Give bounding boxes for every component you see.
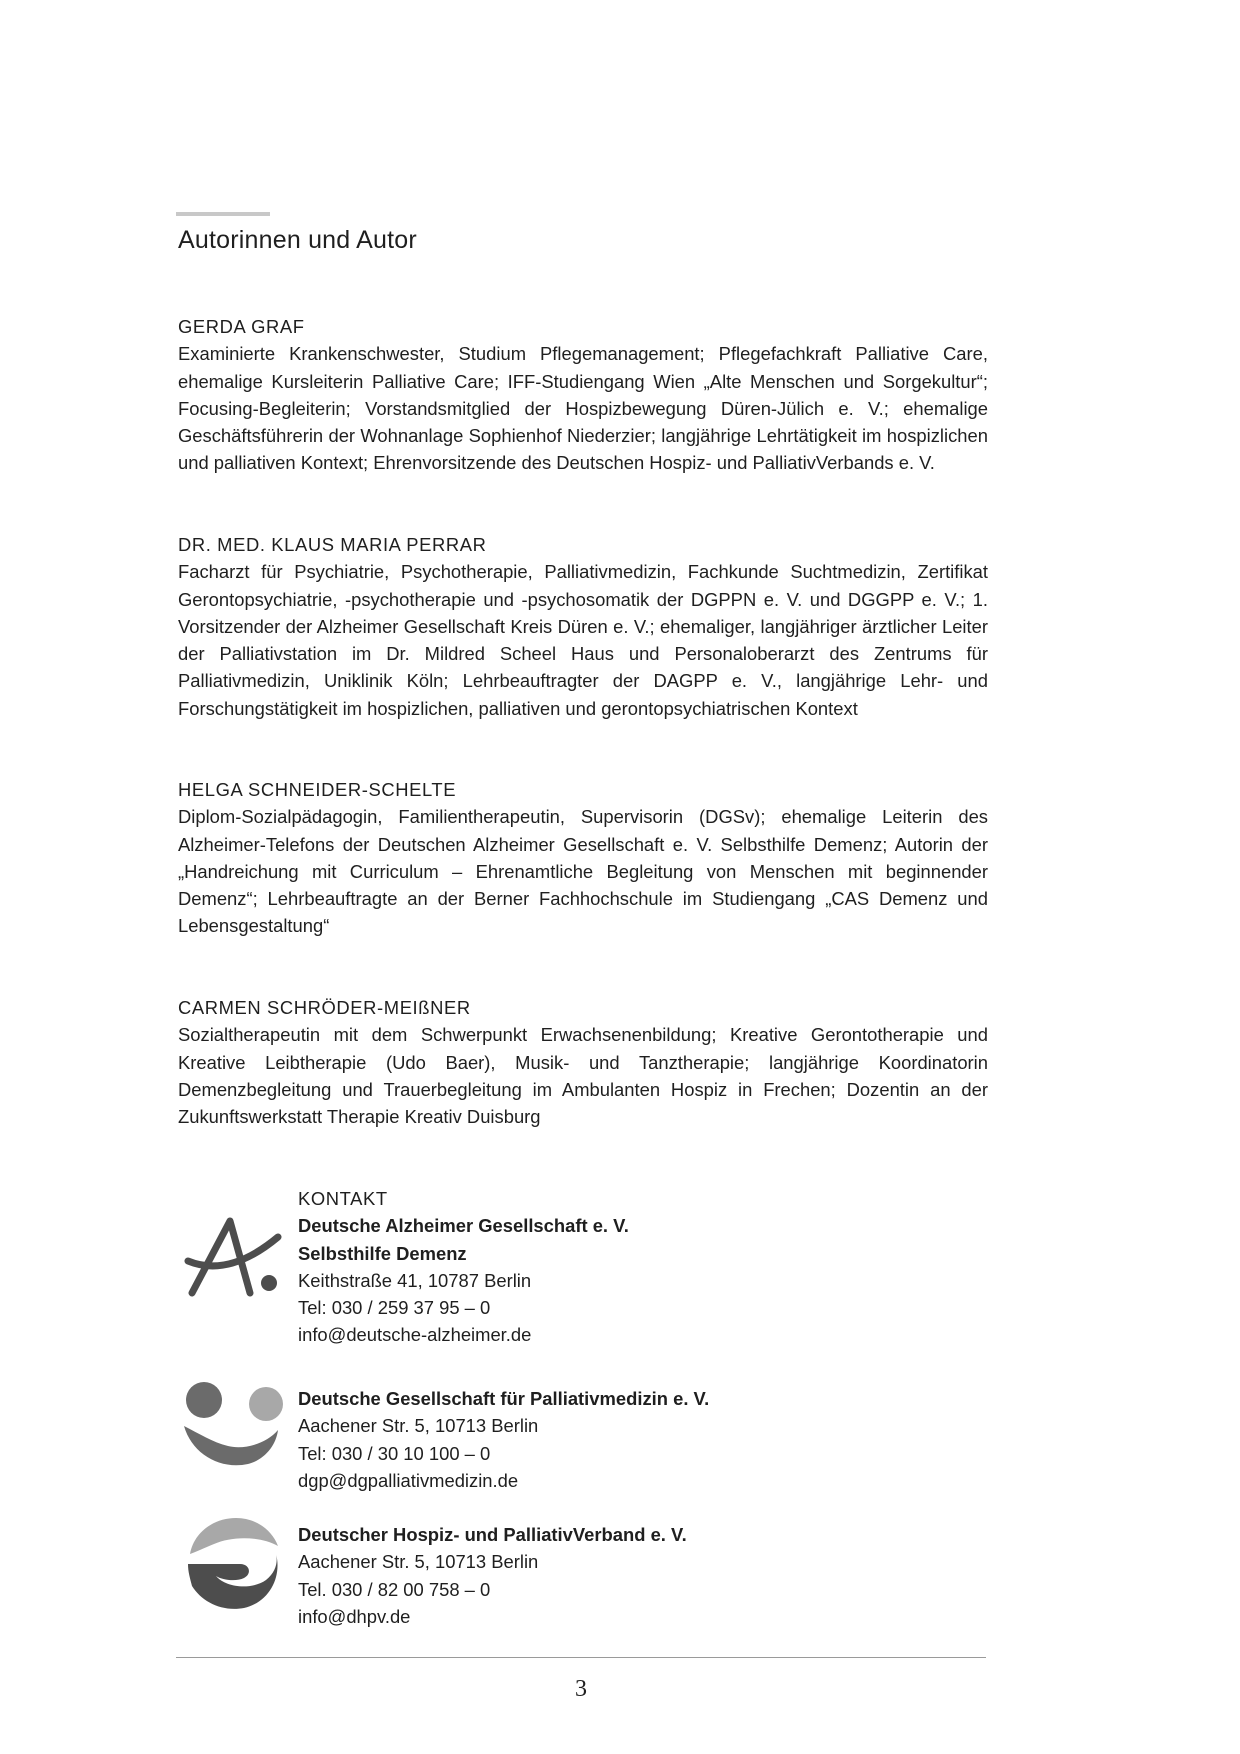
organization-name: Deutscher Hospiz- und PalliativVerband e. V.	[298, 1524, 687, 1545]
author-entry	[178, 776, 988, 940]
top-accent-rule	[176, 212, 270, 216]
alzheimer-society-logo-icon	[184, 1217, 284, 1297]
organization-email[interactable]: info@deutsche-alzheimer.de	[298, 1324, 532, 1346]
contact-entry-alzheimer	[298, 1185, 629, 1349]
author-name: DR. MED. KLAUS MARIA PERRAR	[178, 534, 487, 555]
page-number: 3	[575, 1676, 587, 1702]
section-title: Autorinnen und Autor	[178, 226, 417, 254]
author-name: CARMEN SCHRÖDER-MEIßNER	[178, 997, 471, 1018]
organization-subtitle: Selbsthilfe Demenz	[298, 1242, 467, 1264]
organization-phone: Tel: 030 / 259 37 95 – 0	[298, 1297, 491, 1319]
author-bio: Facharzt für Psychiatrie, Psychotherapie, Palliativmedizin, Fachkunde Suchtmedizin, Zertifikat Gerontopsychiatrie, -psychotherapie und -psychosomatik der DGPPN e. V. und DGGPP e. V.; 1. Vorsitzender der Alzheimer Gesellschaft Kreis Düren e. V.; ehemaliger, langjähriger ärztlicher Leiter der Palliativstation im Dr. Mildred Scheel Haus und Personaloberarzt des Zentrums für Palliativmedizin, Uniklinik Köln; Lehrbeauftragter der DAGPP e. V., langjährige Lehr- und Forschungstätigkeit im hospizlichen, palliativen und gerontopsychiatrischen Kontext	[178, 561, 988, 719]
author-name: HELGA SCHNEIDER-SCHELTE	[178, 779, 457, 800]
footer-rule	[176, 1657, 986, 1658]
author-bio: Examinierte Krankenschwester, Studium Pflegemanagement; Pflegefachkraft Palliative Care, ehemalige Kursleiterin Palliative Care; IFF-Studiengang Wien „Alte Menschen und Sorgekultur“; Focusing-Begleiterin; Vorstandsmitglied der Hospizbewegung Düren-Jülich e. V.; ehemalige Geschäftsführerin der Wohnanlage Sophienhof Niederzier; langjährige Lehrtätigkeit im hospizlichen und palliativen Kontext; Ehrenvorsitzende des Deutschen Hospiz- und PalliativVerbands e. V.	[178, 343, 988, 474]
organization-phone: Tel. 030 / 82 00 758 – 0	[298, 1578, 491, 1600]
organization-name: Deutsche Gesellschaft für Palliativmedizin e. V.	[298, 1388, 710, 1409]
contact-entry-palliativmedizin	[298, 1385, 709, 1494]
contact-label: KONTAKT	[298, 1188, 388, 1209]
author-entry	[178, 994, 988, 1130]
organization-email[interactable]: dgp@dgpalliativmedizin.de	[298, 1469, 519, 1491]
organization-address: Aachener Str. 5, 10713 Berlin	[298, 1415, 539, 1437]
author-entry	[178, 531, 988, 722]
organization-name: Deutsche Alzheimer Gesellschaft e. V.	[298, 1215, 629, 1237]
organization-address: Keithstraße 41, 10787 Berlin	[298, 1269, 532, 1291]
author-name: GERDA GRAF	[178, 316, 305, 337]
contact-entry-hospiz	[298, 1521, 687, 1630]
hospice-association-logo-icon	[186, 1516, 282, 1612]
organization-phone: Tel: 030 / 30 10 100 – 0	[298, 1442, 491, 1464]
author-bio: Sozialtherapeutin mit dem Schwerpunkt Erwachsenenbildung; Kreative Gerontotherapie und Kreative Leibtherapie (Udo Baer), Musik- und Tanztherapie; langjährige Koordinatorin Demenzbegleitung und Trauerbegleitung im Ambulanten Hospiz in Frechen; Dozentin an der Zukunftswerkstatt Therapie Kreativ Duisburg	[178, 1024, 988, 1128]
organization-email[interactable]: info@dhpv.de	[298, 1605, 411, 1627]
organization-address: Aachener Str. 5, 10713 Berlin	[298, 1551, 539, 1573]
author-entry	[178, 313, 988, 477]
palliative-medicine-society-logo-icon	[182, 1380, 286, 1470]
author-bio: Diplom-Sozialpädagogin, Familientherapeutin, Supervisorin (DGSv); ehemalige Leiterin des Alzheimer-Telefons der Deutschen Alzheimer Gesellschaft e. V. Selbsthilfe Demenz; Autorin der „Handreichung mit Curriculum – Ehrenamtliche Begleitung von Menschen mit beginnender Demenz“; Lehrbeauftragte an der Berner Fachhochschule im Studiengang „CAS Demenz und Lebensgestaltung“	[178, 806, 988, 937]
